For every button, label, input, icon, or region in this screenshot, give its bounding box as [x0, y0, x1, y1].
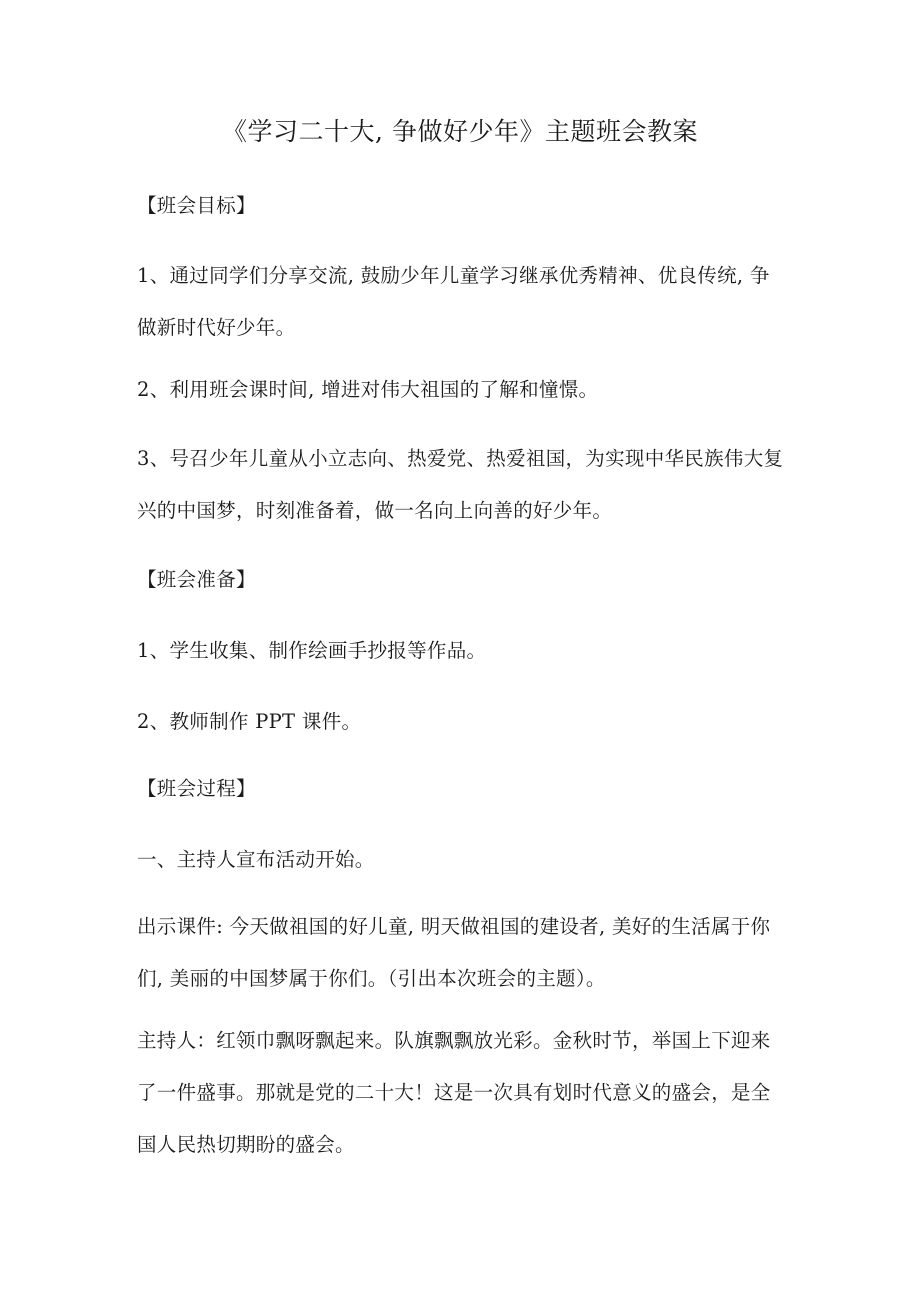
goal-item-2: 2、利用班会课时间, 增进对伟大祖国的了解和憧憬。 [137, 378, 599, 401]
process-paragraph-2: 出示课件: 今天做祖国的好儿童, 明天做祖国的建设者, 美好的生活属于你们, 美丽的中国梦属于你们。（引出本次班会的主题）。 [137, 915, 771, 990]
process-paragraph-3: 主持人：红领巾飘呀飘起来。队旗飘飘放光彩。金秋时节，举国上下迎来了一件盛事。那就是党的二十大！这是一次具有划时代意义的盛会，是全国人民热切期盼的盛会。 [137, 1029, 771, 1156]
section-heading-prep: 【班会准备】 [137, 568, 256, 591]
document-title: 《学习二十大, 争做好少年》主题班会教案 [222, 117, 698, 146]
section-heading-process: 【班会过程】 [137, 777, 256, 800]
section-heading-goals: 【班会目标】 [137, 194, 256, 217]
process-paragraph-1: 一、主持人宣布活动开始。 [137, 848, 375, 871]
goal-item-1: 1、通过同学们分享交流, 鼓励少年儿童学习继承优秀精神、优良传统, 争做新时代好少年。 [137, 264, 770, 339]
prep-item-1: 1、学生收集、制作绘画手抄报等作品。 [137, 639, 487, 662]
prep-item-2: 2、教师制作 PPT 课件。 [137, 710, 362, 733]
goal-item-3: 3、号召少年儿童从小立志向、热爱党、热爱祖国，为实现中华民族伟大复兴的中国梦，时刻准备着，做一名向上向善的好少年。 [137, 447, 784, 522]
